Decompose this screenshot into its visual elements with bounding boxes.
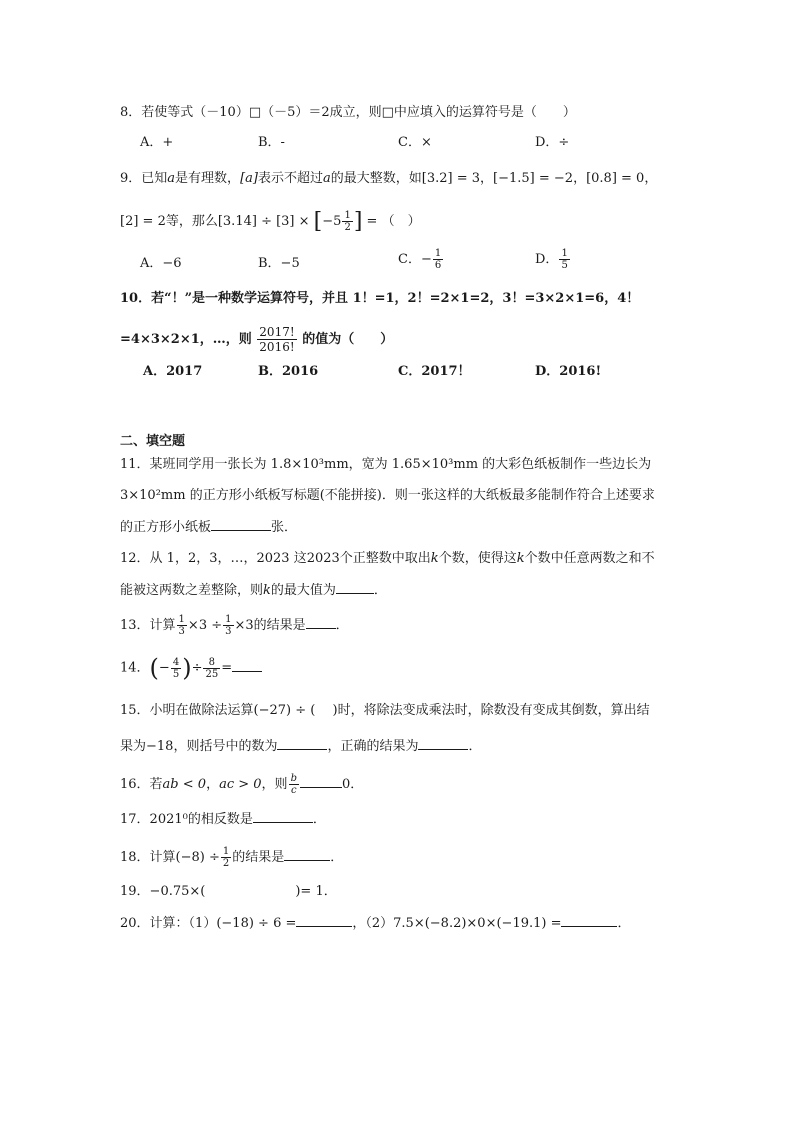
question-9-line-1: 9．已知a是有理数，[a]表示不超过a的最大整数，如[3.2] = 3，[−1.5] = −2，[0.8] = 0， <box>120 171 658 186</box>
q9-option-c: C．− $\frac{1}{6}$ <box>398 248 442 271</box>
q8-option-c: C．× <box>398 135 432 150</box>
question-16: 16．若ab < 0，ac > 0，则 $\frac{b}{c}$ 0． <box>120 773 364 796</box>
q8-option-b: B．- <box>258 135 285 150</box>
q10-option-a: A．2017 <box>143 364 203 379</box>
question-11-line-3: 的正方形小纸板 张． <box>120 520 298 535</box>
question-10-line-2: =4×3×2×1，…，则 $\frac{2017!}{2016!}$ 的值为（ ） <box>120 325 394 354</box>
question-11-line-1: 11．某班同学用一张长为 1.8×10³mm，宽为 1.65×10³mm 的大彩色纸板制作一些边长为 <box>120 457 652 472</box>
question-19: 19．−0.75×( )= 1． <box>120 884 337 899</box>
question-8-stem: 8．若使等式（－10）□（－5）＝2成立，则□中应填入的运算符号是（ ） <box>120 105 576 120</box>
q10-option-b: B．2016 <box>258 364 319 379</box>
question-18: 18．计算(−8) ÷ $\frac{1}{2}$ 的结果是 ． <box>120 846 344 869</box>
question-9-line-2: [2] = 2等，那么[3.14] ÷ [3] × [−5 $\frac{1}{2}$ ] = （ ） <box>120 208 421 234</box>
question-11-line-2: 3×10²mm 的正方形小纸板写标题(不能拼接)．则一张这样的大纸板最多能制作符合上述要求 <box>120 488 655 503</box>
section-title: 二、填空题 <box>120 434 186 449</box>
question-12-line-2: 能被这两数之差整除，则k的最大值为 ． <box>120 583 387 598</box>
q10-option-c: C．2017！ <box>398 364 471 379</box>
q9-option-a: A．−6 <box>140 256 182 271</box>
question-15-line-2: 果为−18，则括号中的数为 ，正确的结果为 ． <box>120 739 482 754</box>
question-17: 17．2021⁰的相反数是 ． <box>120 812 326 827</box>
q10-option-d: D．2016! <box>535 364 602 379</box>
q8-option-a: A．+ <box>140 135 174 150</box>
q9-option-d: D． $\frac{1}{5}$ <box>535 248 568 271</box>
question-12-line-1: 12．从 1，2，3，…，2023 这2023个正整数中取出k个数，使得这k个数中任意两数之和不 <box>120 551 655 566</box>
question-20: 20．计算：（1）(−18) ÷ 6 = ，（2）7.5×(−8.2)×0×(−19.1) = ． <box>120 916 631 931</box>
q9-option-b: B．−5 <box>258 256 300 271</box>
question-13: 13．计算 $\frac{1}{3}$ ×3 ÷ $\frac{1}{3}$ ×3的结果是 ． <box>120 614 349 637</box>
q8-option-d: D．÷ <box>535 135 570 150</box>
question-10-line-1: 10．若“！”是一种数学运算符号，并且 1！=1，2！=2×1=2，3！=3×2×1=6，4！ <box>120 291 640 306</box>
question-15-line-1: 15．小明在做除法运算(−27) ÷ ( )时，将除法变成乘法时，除数没有变成其倒数，算出结 <box>120 703 650 718</box>
question-14: 14．(− $\frac{4}{5}$ )÷ $\frac{8}{25}$ = <box>120 656 262 680</box>
